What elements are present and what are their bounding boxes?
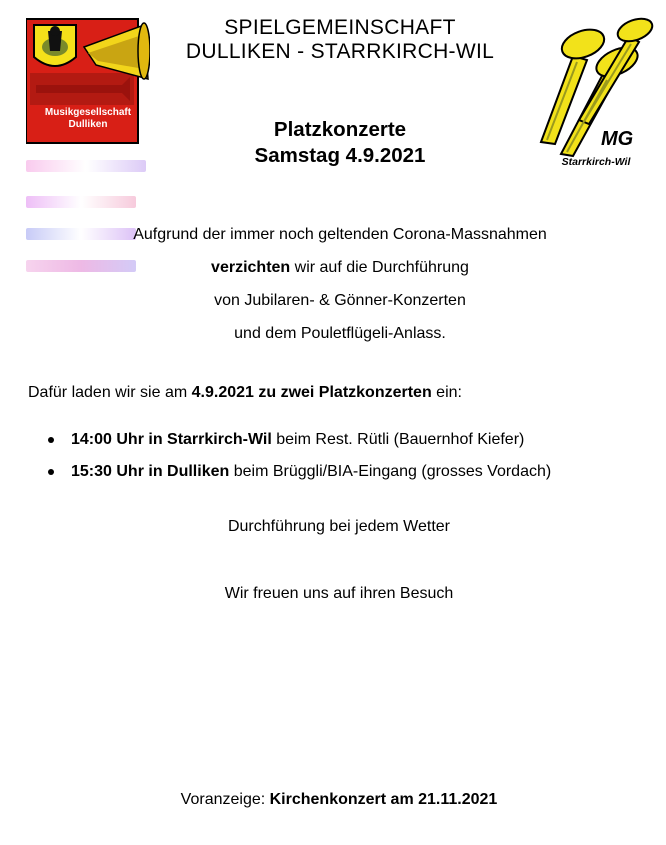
preview-announcement (0, 791, 666, 809)
organization-title (150, 16, 530, 64)
trumpets-icon (533, 16, 655, 170)
bullet-icon (48, 469, 54, 475)
ghost-artifact (26, 196, 136, 208)
concert-item (47, 456, 662, 488)
dulliken-logo-line1: Musikgesellschaft (44, 107, 132, 118)
invitation-prefix: Dafür laden wir sie am (28, 384, 192, 401)
intro-line4: und dem Pouletflügeli-Anlass. (234, 325, 446, 342)
bullet-icon (48, 437, 54, 443)
mg-logo-mark: MG (601, 128, 634, 150)
preview-prefix: Voranzeige: (180, 791, 270, 808)
weather-note: Durchführung bei jedem Wetter (227, 518, 451, 535)
event-title (200, 117, 480, 169)
event-title-date: Samstag 4.9.2021 (254, 144, 426, 167)
concert-time-place: 15:30 Uhr in Dulliken (71, 463, 230, 480)
mg-logo-place: Starrkirch-Wil (561, 156, 631, 168)
intro-line1: Aufgrund der immer noch geltenden Corona-Massnahmen (133, 226, 547, 243)
invitation-line (28, 384, 648, 402)
ghost-artifact (26, 160, 146, 172)
intro-line2-rest: wir auf die Durchführung (290, 259, 469, 276)
mg-starrkirch-wil-logo (533, 16, 655, 170)
closing-line: Wir freuen uns auf ihren Besuch (224, 585, 454, 602)
musikgesellschaft-dulliken-logo (26, 17, 150, 145)
invitation-bold: 4.9.2021 zu zwei Platzkonzerten (191, 384, 432, 401)
intro-paragraph (60, 218, 620, 350)
concert-time-place: 14:00 Uhr in Starrkirch-Wil (71, 431, 272, 448)
invitation-suffix: ein: (431, 384, 462, 401)
intro-line2 (60, 251, 620, 284)
concert-list (47, 424, 662, 488)
concert-location: beim Rest. Rütli (Bauernhof Kiefer) (271, 431, 525, 448)
intro-line3: von Jubilaren- & Gönner-Konzerten (214, 292, 466, 309)
intro-line2-bold: verzichten (211, 259, 291, 276)
dulliken-logo-line2: Dulliken (68, 119, 108, 130)
concert-item (47, 424, 662, 456)
event-title-name: Platzkonzerte (273, 118, 407, 141)
organization-title-line2: DULLIKEN - STARRKIRCH-WIL (185, 40, 495, 63)
concert-location: beim Brüggli/BIA-Eingang (grosses Vordach) (229, 463, 552, 480)
preview-bold: Kirchenkonzert am 21.11.2021 (269, 791, 498, 808)
organization-title-line1: SPIELGEMEINSCHAFT (224, 16, 456, 39)
dulliken-logo-text (29, 107, 147, 131)
